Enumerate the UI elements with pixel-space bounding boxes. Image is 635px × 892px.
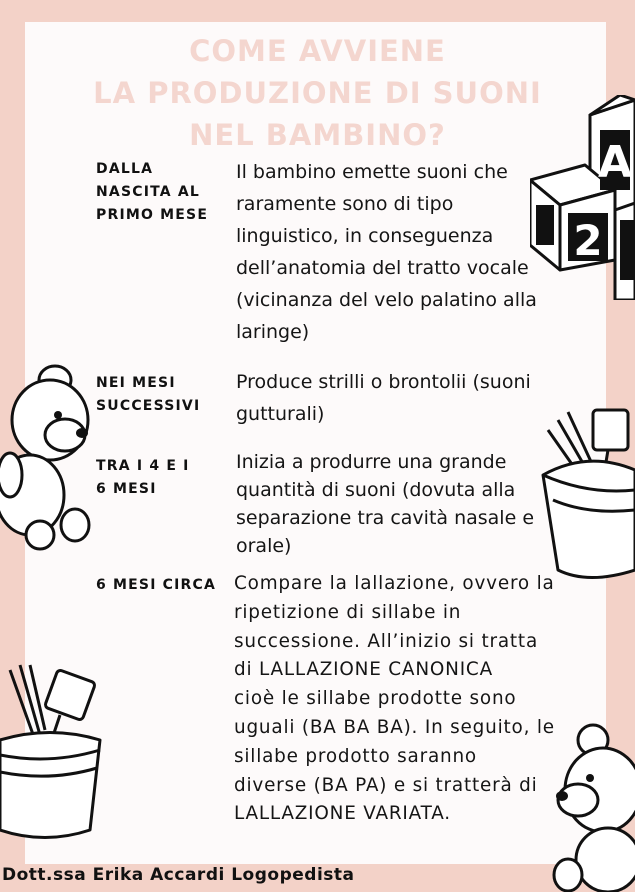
stage-label-birth: DALLA NASCITA AL PRIMO MESE — [96, 161, 209, 223]
toy-blocks-icon — [530, 95, 635, 300]
title-line-2: LA PRODUZIONE DI SUONI — [93, 76, 542, 110]
teddy-bear-icon — [548, 720, 635, 892]
stage-text-following: Produce strilli o brontolii (suoni gutturali) — [236, 371, 531, 425]
sand-bucket-icon — [538, 400, 635, 590]
block-number: 2 — [573, 216, 603, 265]
stage-text-birth: Il bambino emette suoni che raramente sono di tipo linguistico, in conseguenza dell’anatomia del tratto vocale (vicinanza del velo palatino alla laringe) — [236, 161, 537, 343]
stage-text-6-months: Compare la lallazione, ovvero la ripetizione di sillabe in successione. All’inizio si tratta di LALLAZIONE CANONICA cioè le sillabe prodotte sono uguali (BA BA BA). In seguito, le sillabe prodotto saranno diverse (BA PA) e si tratterà di LALLAZIONE VARIATA. — [234, 573, 555, 825]
title-line-1: COME AVVIENE — [189, 34, 446, 68]
block-letter: A — [597, 137, 633, 188]
stage-label-following: NEI MESI SUCCESSIVI — [96, 375, 201, 414]
sand-bucket-icon — [0, 660, 110, 845]
stage-label-4-6: TRA I 4 E I 6 MESI — [96, 458, 190, 497]
author-footer: Dott.ssa Erika Accardi Logopedista — [2, 865, 355, 885]
title-line-3: NEL BAMBINO? — [189, 118, 446, 152]
stage-text-4-6: Inizia a produrre una grande quantità di suoni (dovuta alla separazione tra cavità nasale e orale) — [236, 451, 535, 557]
teddy-bear-icon — [0, 355, 100, 555]
stage-label-6-months: 6 MESI CIRCA — [96, 577, 217, 593]
